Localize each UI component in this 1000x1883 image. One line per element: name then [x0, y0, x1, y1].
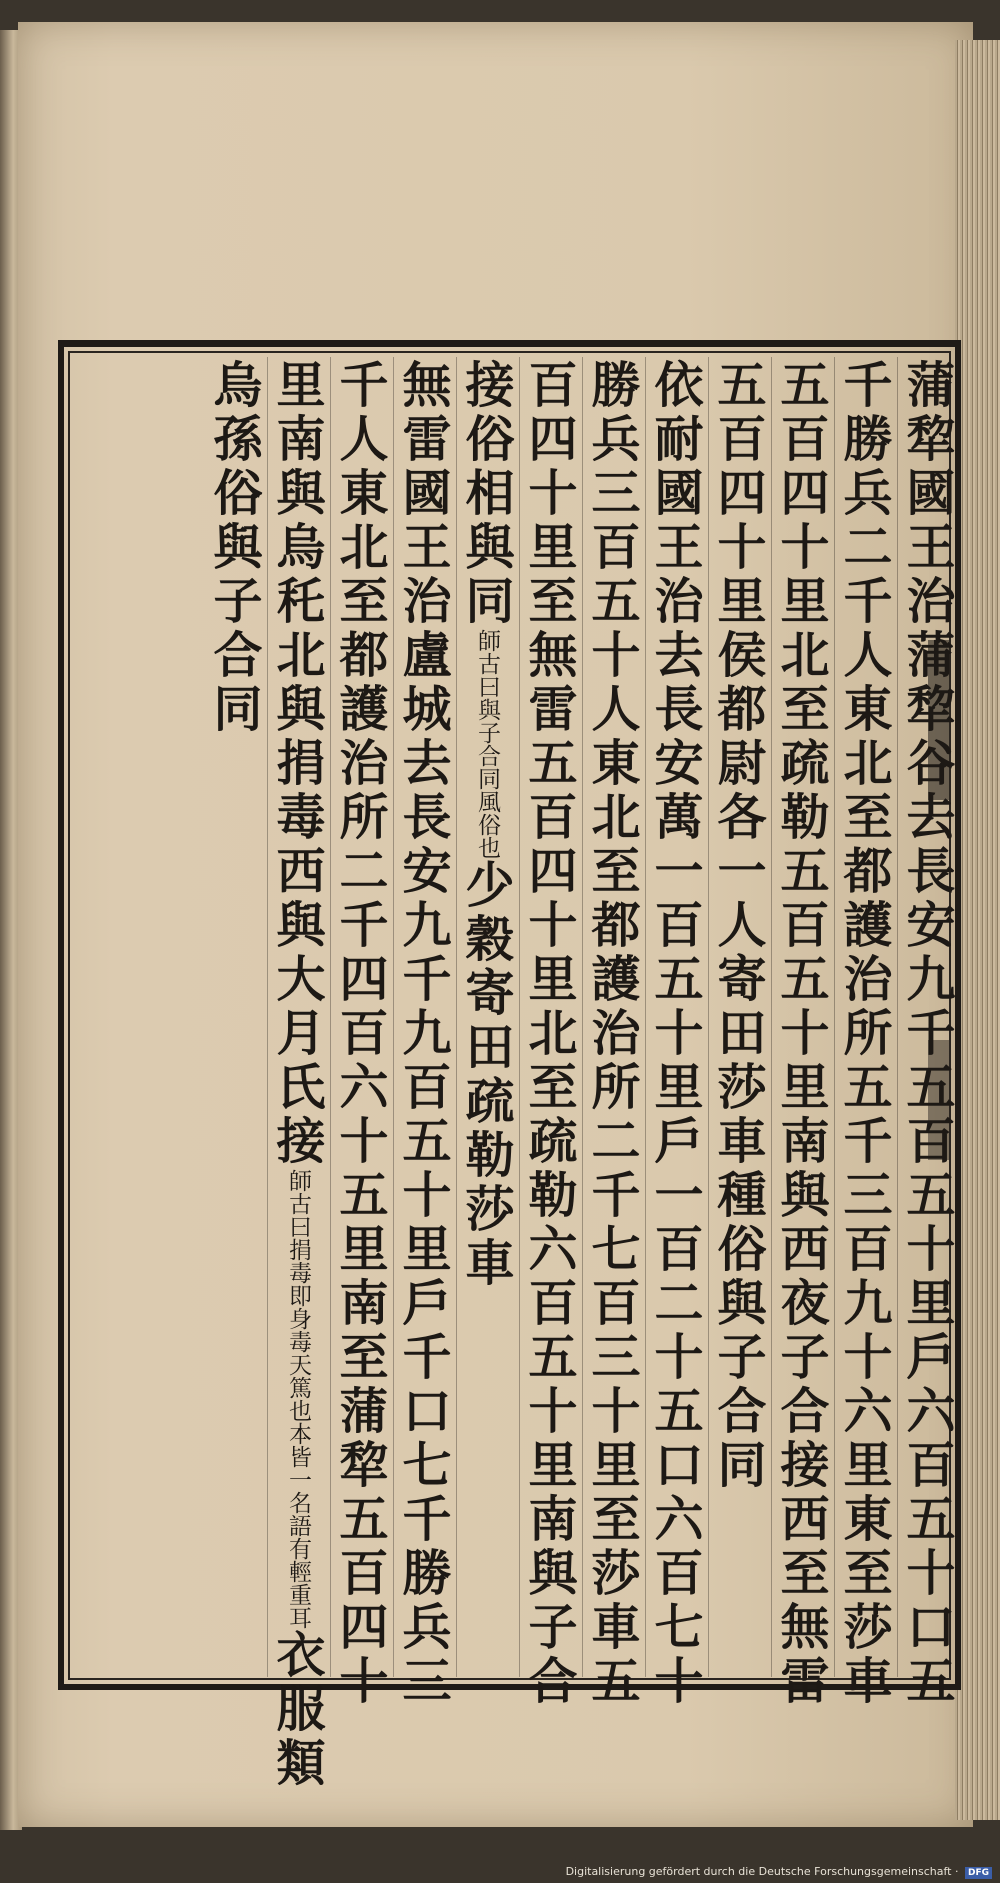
- text-frame: [58, 340, 961, 1791]
- column-main-text: 千人東北至都護治所二千四百六十五里南至蒲犂五百四十: [332, 359, 390, 1709]
- text-column: [332, 359, 390, 1709]
- column-main-text-continued: 衣服類: [269, 1629, 327, 1791]
- text-column: [899, 359, 957, 1709]
- column-rule: [897, 357, 898, 1677]
- text-column: [206, 359, 264, 737]
- page-stack-edge: [955, 40, 1000, 1820]
- text-column: [521, 359, 579, 1709]
- column-main-text: 蒲犂國王治蒲犂谷去長安九千五百五十里戶六百五十口五: [899, 359, 957, 1709]
- column-main-text: 五百四十里侯都尉各一人寄田莎車種俗與子合同: [710, 359, 768, 1493]
- column-main-text: 無雷國王治盧城去長安九千九百五十里戶千口七千勝兵三: [395, 359, 453, 1709]
- column-rule: [834, 357, 835, 1677]
- footer-credit: [566, 1865, 992, 1879]
- column-rule: [519, 357, 520, 1677]
- text-column: [710, 359, 768, 1493]
- dfg-logo: DFG: [965, 1867, 992, 1879]
- column-rule: [267, 357, 268, 1677]
- column-rule: [330, 357, 331, 1677]
- column-rule: [708, 357, 709, 1677]
- column-main-text: 千勝兵二千人東北至都護治所五千三百九十六里東至莎車: [836, 359, 894, 1709]
- column-main-text: 五百四十里北至疏勒五百五十里南與西夜子合接西至無雷: [773, 359, 831, 1709]
- column-annotation: 師古曰與子合同風俗也: [474, 629, 500, 859]
- text-column: [773, 359, 831, 1709]
- column-main-text: 勝兵三百五十人東北至都護治所二千七百三十里至莎車五: [584, 359, 642, 1709]
- text-column: [647, 359, 705, 1709]
- column-rule: [645, 357, 646, 1677]
- text-column: [458, 359, 516, 1291]
- column-main-text: 烏孫俗與子合同: [206, 359, 264, 737]
- column-main-text: 依耐國王治去長安萬一百五十里戶一百二十五口六百七十: [647, 359, 705, 1709]
- column-annotation: 師古曰捐毒即身毒天篤也本皆一名語有輕重耳: [285, 1169, 311, 1629]
- column-rule: [456, 357, 457, 1677]
- column-main-text: 接俗相與同: [458, 359, 516, 629]
- text-column: [836, 359, 894, 1709]
- text-column: [395, 359, 453, 1709]
- text-column: [269, 359, 327, 1791]
- column-rule: [393, 357, 394, 1677]
- column-main-text-continued: 少穀寄田疏勒莎車: [458, 859, 516, 1291]
- text-column: [584, 359, 642, 1709]
- column-main-text: 里南與烏秅北與捐毒西與大月氏接: [269, 359, 327, 1169]
- column-main-text: 百四十里至無雷五百四十里北至疏勒六百五十里南與子合: [521, 359, 579, 1709]
- column-rule: [582, 357, 583, 1677]
- footer-credit-text: Digitalisierung gefördert durch die Deutsche Forschungsgemeinschaft ·: [565, 1865, 959, 1878]
- column-rule: [771, 357, 772, 1677]
